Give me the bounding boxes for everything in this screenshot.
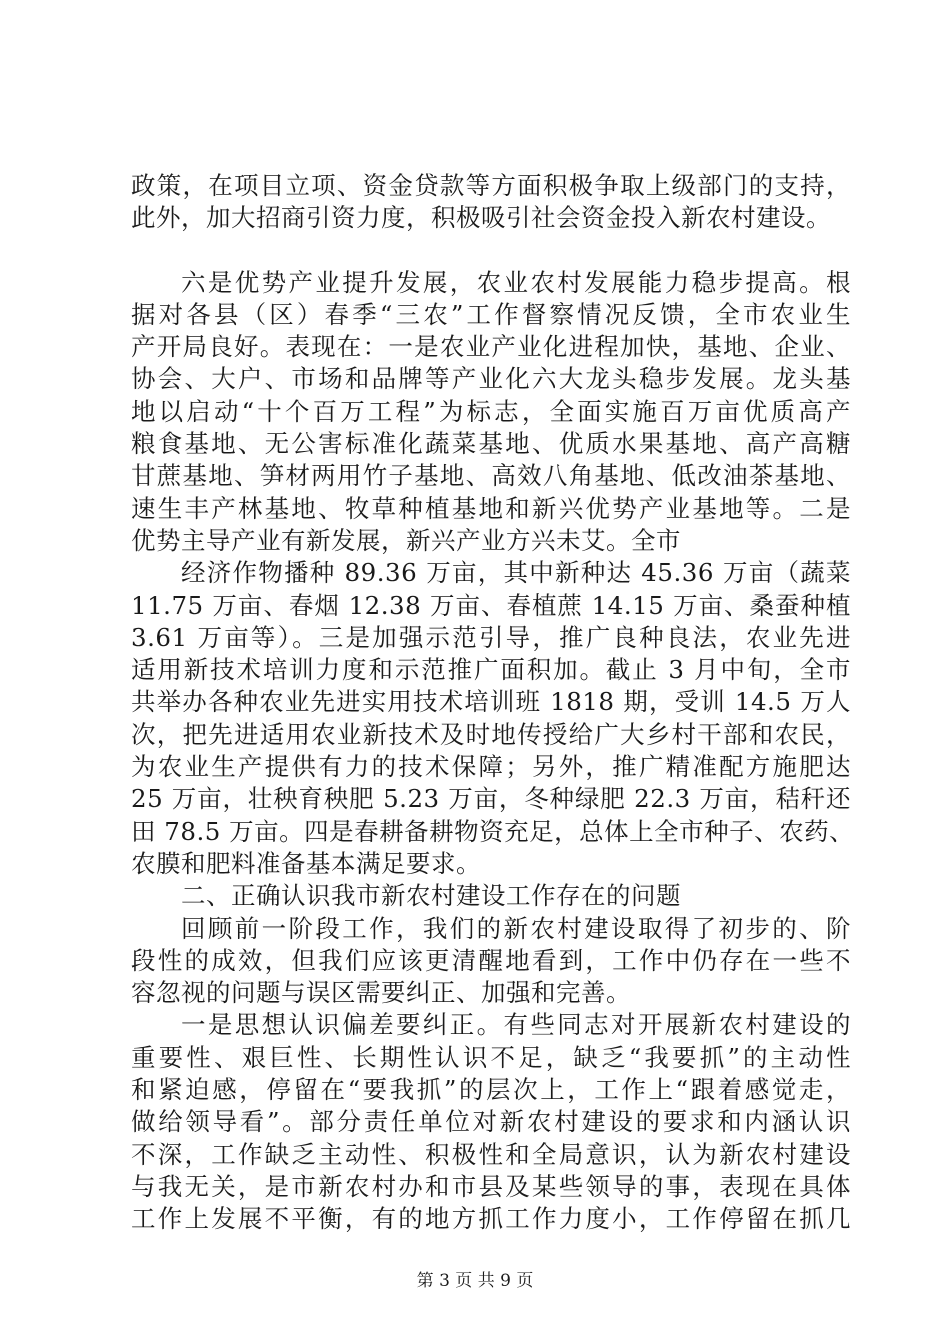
paragraph-5 <box>131 1009 851 1235</box>
text-line: 六是优势产业提升发展，农业农村发展能力稳步提高。根 <box>181 267 851 297</box>
text-line: 一是思想认识偏差要纠正。有些同志对开展新农村建设的 <box>181 1010 851 1040</box>
text-line: 3.61 万亩等）。三是加强示范引导，推广良种良法，农业先进 <box>131 622 851 652</box>
text-line: 做给领导看”。部分责任单位对新农村建设的要求和内涵认识 <box>131 1107 851 1137</box>
text-line: 优势主导产业有新发展，新兴产业方兴未艾。全市 <box>131 525 681 555</box>
paragraph-1 <box>131 170 851 235</box>
text-line: 和紧迫感，停留在“要我抓”的层次上，工作上“跟着感觉走， <box>131 1075 851 1105</box>
text-line: 共举办各种农业先进实用技术培训班 1818 期，受训 14.5 万人 <box>131 687 851 717</box>
text-line: 产开局良好。表现在：一是农业产业化进程加快，基地、企业、 <box>131 332 851 362</box>
text-line: 政策，在项目立项、资金贷款等方面积极争取上级部门的支持， <box>131 171 851 200</box>
page-number-footer: 第 3 页 共 9 页 <box>416 1271 534 1291</box>
text-line: 25 万亩，壮秧育秧肥 5.23 万亩，冬种绿肥 22.3 万亩，秸秆还 <box>131 784 851 814</box>
text-line: 田 78.5 万亩。四是春耕备耕物资充足，总体上全市种子、农药、 <box>131 816 855 846</box>
paragraph-4 <box>131 913 851 1010</box>
text-line: 工作上发展不平衡，有的地方抓工作力度小，工作停留在抓几 <box>131 1204 851 1234</box>
paragraph-spacer <box>131 235 851 267</box>
text-line: 与我无关，是市新农村办和市县及某些领导的事，表现在具体 <box>131 1171 851 1201</box>
text-line: 容忽视的问题与误区需要纠正、加强和完善。 <box>131 978 631 1008</box>
paragraph-2 <box>131 267 851 558</box>
text-line: 甘蔗基地、笋材两用竹子基地、高效八角基地、低改油茶基地、 <box>131 461 851 491</box>
text-line: 不深，工作缺乏主动性、积极性和全局意识，认为新农村建设 <box>131 1139 851 1169</box>
text-line: 为农业生产提供有力的技术保障；另外，推广精准配方施肥达 <box>131 752 851 782</box>
text-line: 协会、大户、市场和品牌等产业化六大龙头稳步发展。龙头基 <box>131 364 851 394</box>
text-line: 经济作物播种 89.36 万亩，其中新种达 45.36 万亩（蔬菜 <box>181 558 851 588</box>
text-line: 11.75 万亩、春烟 12.38 万亩、春植蔗 14.15 万亩、桑蚕种植 <box>131 590 851 620</box>
text-line: 段性的成效，但我们应该更清醒地看到，工作中仍存在一些不 <box>131 945 851 975</box>
text-line: 次，把先进适用农业新技术及时地传授给广大乡村干部和农民， <box>131 719 851 749</box>
text-line: 适用新技术培训力度和示范推广面积加。截止 3 月中旬，全市 <box>131 655 851 685</box>
text-line: 地以启动“十个百万工程”为标志，全面实施百万亩优质高产 <box>131 396 851 426</box>
paragraph-3 <box>131 557 855 880</box>
text-line: 据对各县（区）春季“三农”工作督察情况反馈，全市农业生 <box>131 299 851 329</box>
text-line: 回顾前一阶段工作，我们的新农村建设取得了初步的、阶 <box>181 913 851 943</box>
text-line: 此外，加大招商引资力度，积极吸引社会资金投入新农村建设。 <box>131 203 831 233</box>
section-heading: 二、正确认识我市新农村建设工作存在的问题 <box>181 881 681 911</box>
text-line: 重要性、艰巨性、长期性认识不足，缺乏“我要抓”的主动性 <box>131 1042 851 1072</box>
text-line: 粮食基地、无公害标准化蔬菜基地、优质水果基地、高产高糖 <box>131 429 851 459</box>
text-line: 速生丰产林基地、牧草种植基地和新兴优势产业基地等。二是 <box>131 493 851 523</box>
text-line: 农膜和肥料准备基本满足要求。 <box>131 848 481 878</box>
document-body <box>131 170 855 1236</box>
